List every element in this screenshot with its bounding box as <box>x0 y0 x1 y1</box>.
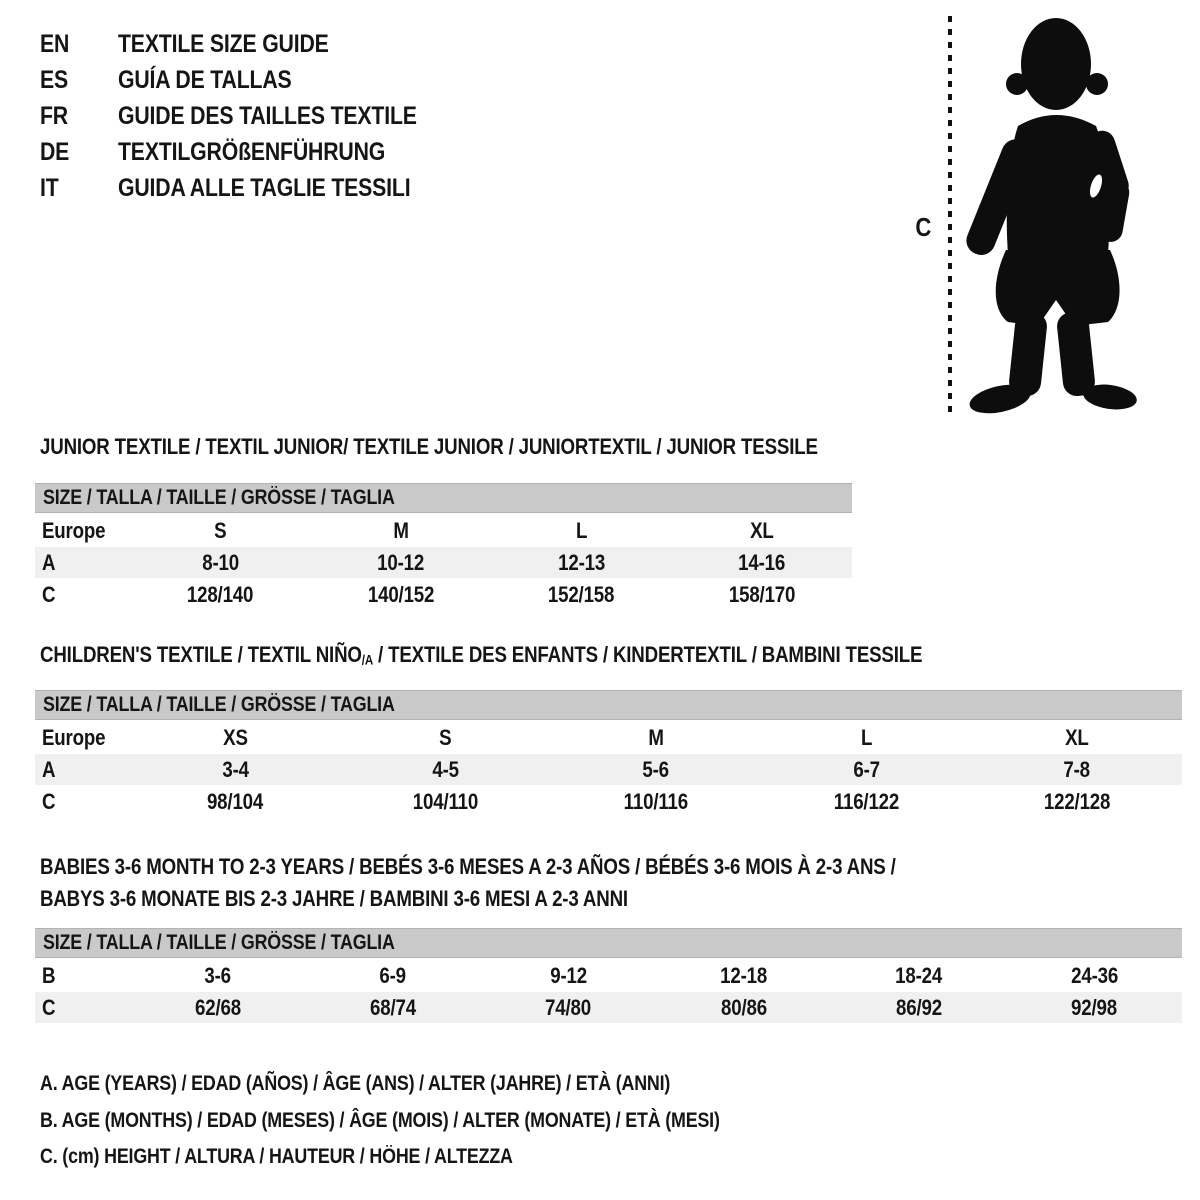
children-title-sub: /A <box>361 652 374 668</box>
babies-section-title-line2: BABYS 3-6 MONATE BIS 2-3 JAHRE / BAMBINI 3-6 MESI A 2-3 ANNI <box>40 886 628 911</box>
babies-age-months-row <box>35 960 1182 991</box>
babies-height-value: 86/92 <box>895 994 942 1020</box>
junior-size-header-bar <box>35 483 852 513</box>
children-region-label: Europe <box>42 724 106 750</box>
junior-height-value: 158/170 <box>728 581 795 607</box>
junior-height-value: 128/140 <box>187 581 254 607</box>
toddler-shorts <box>996 250 1120 326</box>
language-code-es: ES <box>40 65 69 94</box>
language-row-it <box>40 170 470 206</box>
junior-age-row-label: A <box>42 549 56 575</box>
junior-age-value: 10-12 <box>377 549 425 575</box>
junior-col-m: M <box>393 517 409 543</box>
babies-size-header-bar <box>35 928 1182 958</box>
language-row-en <box>40 26 470 62</box>
guide-title-fr: GUIDE DES TAILLES TEXTILE <box>118 101 417 130</box>
language-code-de: DE <box>40 137 70 166</box>
children-title-pre: CHILDREN'S TEXTILE / TEXTIL NIÑO <box>40 642 362 667</box>
babies-age-months-value: 24-36 <box>1070 962 1118 988</box>
junior-height-row-label: C <box>42 581 56 607</box>
babies-age-months-value: 9-12 <box>549 962 587 988</box>
children-height-value: 98/104 <box>207 788 264 814</box>
babies-height-value: 92/98 <box>1071 994 1118 1020</box>
height-measure-dashed-line <box>946 16 954 416</box>
language-code-fr: FR <box>40 101 68 130</box>
junior-columns-row <box>35 515 852 546</box>
children-age-row-label: A <box>42 756 56 782</box>
babies-section-title-line1: BABIES 3-6 MONTH TO 2-3 YEARS / BEBÉS 3-6 MESES A 2-3 AÑOS / BÉBÉS 3-6 MOIS À 2-3 ANS / <box>40 854 896 879</box>
junior-size-header-label: SIZE / TALLA / TAILLE / GRÖSSE / TAGLIA <box>43 486 395 509</box>
children-height-value: 104/110 <box>412 788 479 814</box>
babies-height-row <box>35 992 1182 1023</box>
junior-height-row <box>35 579 852 610</box>
junior-col-s: S <box>214 517 227 543</box>
junior-col-l: L <box>575 517 587 543</box>
toddler-silhouette <box>960 14 1138 416</box>
guide-title-en: TEXTILE SIZE GUIDE <box>118 29 329 58</box>
children-title-post: / TEXTILE DES ENFANTS / KINDERTEXTIL / BAMBINI TESSILE <box>373 642 923 667</box>
children-col-s: S <box>439 724 452 750</box>
junior-region-label: Europe <box>42 517 106 543</box>
children-col-l: L <box>860 724 873 750</box>
junior-col-xl: XL <box>749 517 774 543</box>
toddler-head <box>1021 18 1091 110</box>
junior-age-value: 14-16 <box>738 549 786 575</box>
children-age-value: 7-8 <box>1063 756 1091 782</box>
children-columns-row <box>35 722 1182 753</box>
junior-height-value: 140/152 <box>367 581 434 607</box>
guide-title-it: GUIDA ALLE TAGLIE TESSILI <box>118 173 411 202</box>
children-col-m: M <box>648 724 664 750</box>
children-age-value: 4-5 <box>432 756 459 782</box>
toddler-ear-left <box>1006 73 1028 95</box>
babies-height-value: 80/86 <box>720 994 767 1020</box>
babies-age-months-row-label: B <box>42 962 56 988</box>
junior-height-value: 152/158 <box>548 581 615 607</box>
babies-height-row-label: C <box>42 994 56 1020</box>
legend-height-cm: C. (cm) HEIGHT / ALTURA / HAUTEUR / HÖHE / ALTEZZA <box>40 1145 513 1168</box>
height-measure-label: C <box>915 212 932 242</box>
babies-height-value: 68/74 <box>370 994 416 1020</box>
legend-age-years: A. AGE (YEARS) / EDAD (AÑOS) / ÂGE (ANS) / ALTER (JAHRE) / ETÀ (ANNI) <box>40 1072 671 1095</box>
babies-age-months-value: 6-9 <box>379 962 407 988</box>
language-row-fr <box>40 98 470 134</box>
legend-age-months: B. AGE (MONTHS) / EDAD (MESES) / ÂGE (MOIS) / ALTER (MONATE) / ETÀ (MESI) <box>40 1109 720 1132</box>
babies-age-months-value: 18-24 <box>895 962 943 988</box>
children-col-xs: XS <box>222 724 248 750</box>
junior-age-row <box>35 547 852 578</box>
children-size-header-bar <box>35 690 1182 720</box>
children-section-title <box>40 643 922 672</box>
language-row-es <box>40 62 470 98</box>
babies-height-value: 62/68 <box>194 994 241 1020</box>
children-age-row <box>35 754 1182 785</box>
toddler-leg-left <box>1008 311 1049 398</box>
junior-age-value: 8-10 <box>201 549 239 575</box>
babies-age-months-value: 3-6 <box>204 962 231 988</box>
children-col-xl: XL <box>1065 724 1089 750</box>
language-code-en: EN <box>40 29 70 58</box>
guide-title-es: GUÍA DE TALLAS <box>118 65 292 94</box>
babies-height-value: 74/80 <box>545 994 592 1020</box>
junior-age-value: 12-13 <box>557 549 605 575</box>
babies-size-header-label: SIZE / TALLA / TAILLE / GRÖSSE / TAGLIA <box>43 931 395 954</box>
children-height-value: 122/128 <box>1043 788 1111 814</box>
children-age-value: 6-7 <box>853 756 880 782</box>
guide-title-de: TEXTILGRÖßENFÜHRUNG <box>118 137 386 166</box>
language-title-block <box>40 26 470 206</box>
language-row-de <box>40 134 470 170</box>
junior-section-title: JUNIOR TEXTILE / TEXTIL JUNIOR/ TEXTILE JUNIOR / JUNIORTEXTIL / JUNIOR TESSILE <box>40 434 818 459</box>
children-age-value: 3-4 <box>221 756 249 782</box>
babies-age-months-value: 12-18 <box>720 962 768 988</box>
language-code-it: IT <box>40 173 59 202</box>
children-height-value: 116/122 <box>833 788 900 814</box>
children-height-row <box>35 786 1182 817</box>
toddler-ear-right <box>1086 73 1108 95</box>
children-height-value: 110/116 <box>623 788 689 814</box>
children-size-header-label: SIZE / TALLA / TAILLE / GRÖSSE / TAGLIA <box>43 693 395 716</box>
children-height-row-label: C <box>42 788 56 814</box>
children-age-value: 5-6 <box>642 756 670 782</box>
